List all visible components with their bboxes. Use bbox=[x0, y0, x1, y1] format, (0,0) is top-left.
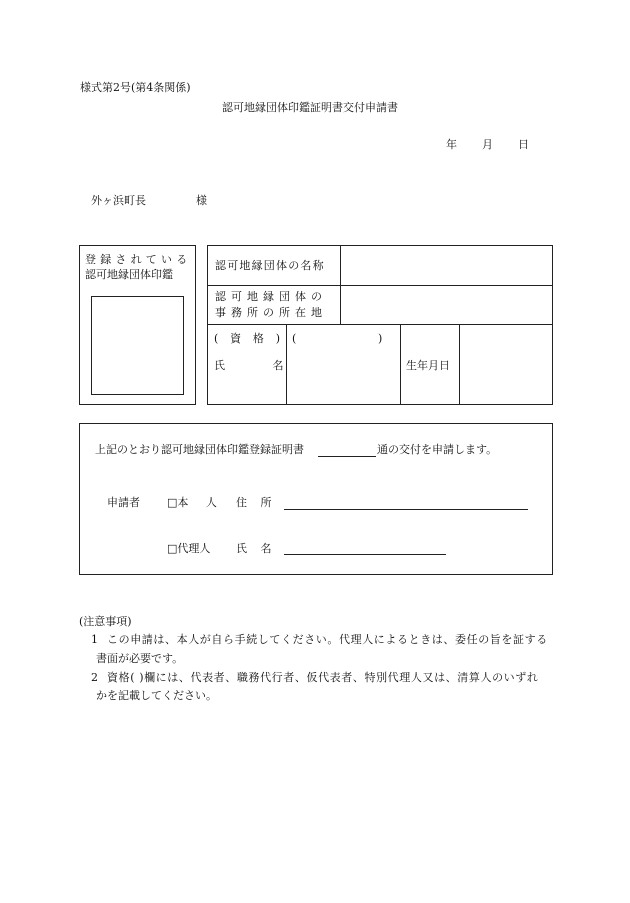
note-2-line1: 資格( )欄には、代表者、職務代行者、仮代表者、特別代理人又は、清算人のいずれ bbox=[107, 671, 539, 684]
qualification-label bbox=[214, 333, 280, 344]
applicant-label: 申請者 bbox=[107, 496, 140, 509]
qualification-label-wrap bbox=[214, 333, 280, 344]
request-sentence-suffix: 通の交付を申請します。 bbox=[377, 443, 498, 456]
form-title: 認可地縁団体印鑑証明書交付申請書 bbox=[222, 101, 398, 114]
office-address-label-line1: 認可地縁団体の bbox=[215, 290, 327, 303]
seal-box-label-line2: 認可地縁団体印鑑 bbox=[85, 268, 173, 281]
qualification-label-char: 資 bbox=[230, 332, 242, 345]
qualification-label-char: 格 bbox=[252, 332, 264, 345]
qualification-label-char: ( bbox=[214, 332, 219, 345]
addressee-honorific: 様 bbox=[196, 194, 207, 207]
group-name-field[interactable] bbox=[341, 246, 552, 284]
request-sentence-prefix: 上記のとおり認可地縁団体印鑑登録証明書 bbox=[95, 443, 304, 456]
group-name-label: 認可地縁団体の名称 bbox=[215, 259, 325, 272]
note-2-number: 2 bbox=[91, 671, 98, 684]
copies-count-field[interactable] bbox=[318, 456, 376, 457]
table-birth-label-divider bbox=[400, 324, 401, 405]
date-month-label: 月 bbox=[482, 138, 493, 151]
birth-date-label: 生年月日 bbox=[406, 359, 450, 372]
office-address-label-line2: 事務所の所在地 bbox=[215, 306, 327, 319]
notes-heading: (注意事項) bbox=[79, 615, 132, 628]
self-checkbox[interactable]: □本 人 bbox=[167, 496, 217, 509]
note-1-line2: 書面が必要です。 bbox=[96, 652, 184, 665]
agent-name-field[interactable] bbox=[284, 554, 446, 555]
note-1-number: 1 bbox=[91, 633, 98, 646]
qualification-label-char: ) bbox=[275, 332, 280, 345]
birth-date-field[interactable] bbox=[460, 325, 552, 404]
note-2-line2: かを記載してください。 bbox=[96, 689, 217, 702]
seal-impression-area[interactable] bbox=[91, 296, 184, 395]
office-address-field[interactable] bbox=[341, 286, 552, 323]
person-name-field[interactable] bbox=[290, 350, 396, 400]
date-day-label: 日 bbox=[518, 138, 529, 151]
agent-checkbox[interactable]: □代理人 bbox=[167, 542, 211, 555]
date-year-label: 年 bbox=[446, 138, 457, 151]
qualification-paren-open: ( bbox=[292, 332, 297, 345]
addressee-name: 外ヶ浜町長 bbox=[91, 194, 146, 207]
qualification-paren-close: ) bbox=[378, 332, 383, 345]
note-1-line1: この申請は、本人が自ら手続してください。代理人によるときは、委任の旨を証する bbox=[107, 633, 548, 646]
address-field[interactable] bbox=[284, 509, 528, 510]
table-person-divider bbox=[286, 324, 287, 405]
seal-box-label-line1 bbox=[85, 254, 191, 265]
agent-name-label: 氏 名 bbox=[236, 542, 272, 555]
person-name-label: 氏 名 bbox=[214, 359, 284, 372]
seal-label-line1-text: 登録されている bbox=[85, 253, 192, 266]
qualification-field[interactable] bbox=[298, 330, 376, 346]
form-number: 様式第2号(第4条関係) bbox=[80, 81, 191, 94]
address-label: 住 所 bbox=[236, 496, 272, 509]
